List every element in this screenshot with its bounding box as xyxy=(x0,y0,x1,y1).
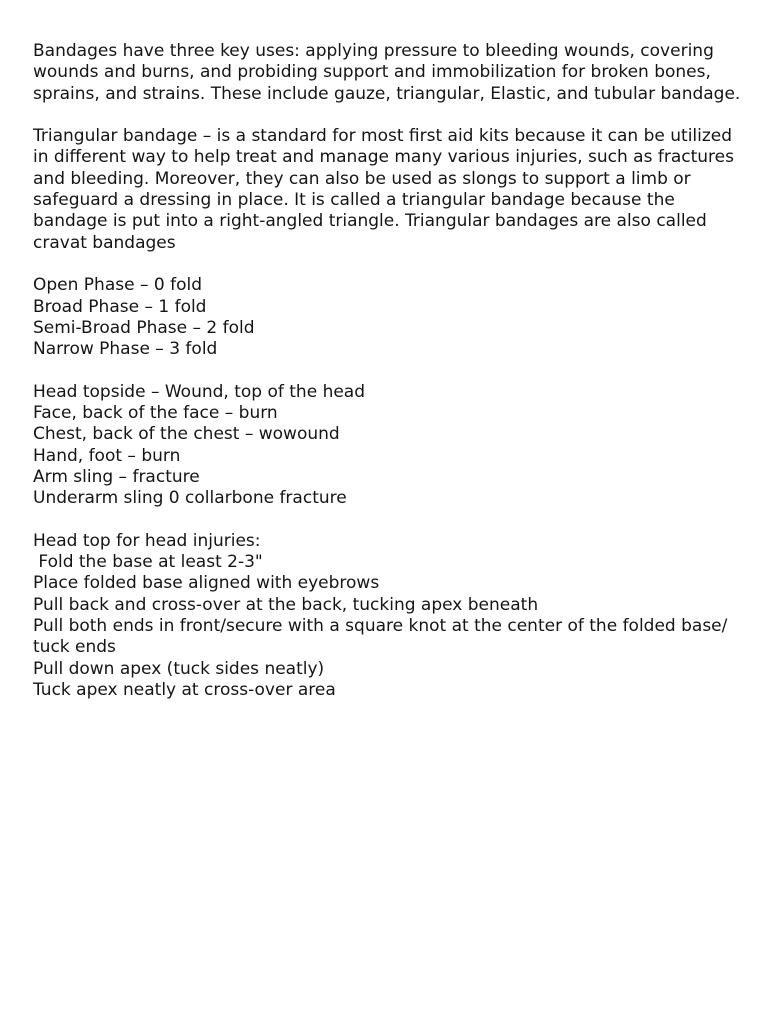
phase-item: Narrow Phase – 3 fold xyxy=(33,339,218,360)
applications-list xyxy=(33,382,755,510)
document-body xyxy=(33,41,755,723)
phase-item: Broad Phase – 1 fold xyxy=(33,296,207,317)
application-item: Hand, foot – burn xyxy=(33,445,181,466)
text-line: Triangular bandage – is a standard for most first aid kits because it can be utilized xyxy=(33,126,733,147)
application-item: Chest, back of the chest – wowound xyxy=(33,424,340,445)
text-line: and bleeding. Moreover, they can also be used as slongs to support a limb or xyxy=(33,168,691,189)
application-item: Face, back of the face – burn xyxy=(33,403,278,424)
step-item: Place folded base aligned with eyebrows xyxy=(33,573,380,594)
step-item: Pull back and cross-over at the back, tucking apex beneath xyxy=(33,594,539,615)
text-line: sprains, and strains. These include gauze, triangular, Elastic, and tubular bandage. xyxy=(33,83,741,104)
phase-item: Semi-Broad Phase – 2 fold xyxy=(33,317,255,338)
step-item: Tuck apex neatly at cross-over area xyxy=(33,679,336,700)
phases-list xyxy=(33,275,755,360)
phase-item: Open Phase – 0 fold xyxy=(33,275,202,296)
text-line: in different way to help treat and manage many various injuries, such as fractures xyxy=(33,147,734,168)
step-item: Pull both ends in front/secure with a square knot at the center of the folded base/ xyxy=(33,616,728,637)
text-line: bandage is put into a right-angled triangle. Triangular bandages are also called xyxy=(33,211,707,232)
text-line: cravat bandages xyxy=(33,232,176,253)
text-line: Bandages have three key uses: applying pressure to bleeding wounds, covering xyxy=(33,41,714,61)
text-line: safeguard a dressing in place. It is called a triangular bandage because the xyxy=(33,190,675,211)
step-item: tuck ends xyxy=(33,637,116,658)
paragraph-bandage-uses xyxy=(33,41,755,105)
steps-heading: Head top for head injuries: xyxy=(33,530,261,551)
application-item: Underarm sling 0 collarbone fracture xyxy=(33,488,347,509)
paragraph-triangular-bandage xyxy=(33,126,755,254)
step-item: Fold the base at least 2-3" xyxy=(33,552,263,573)
step-item: Pull down apex (tuck sides neatly) xyxy=(33,658,325,679)
head-top-steps xyxy=(33,531,755,701)
application-item: Head topside – Wound, top of the head xyxy=(33,381,366,402)
text-line: wounds and burns, and probiding support and immobilization for broken bones, xyxy=(33,62,711,83)
application-item: Arm sling – fracture xyxy=(33,466,200,487)
